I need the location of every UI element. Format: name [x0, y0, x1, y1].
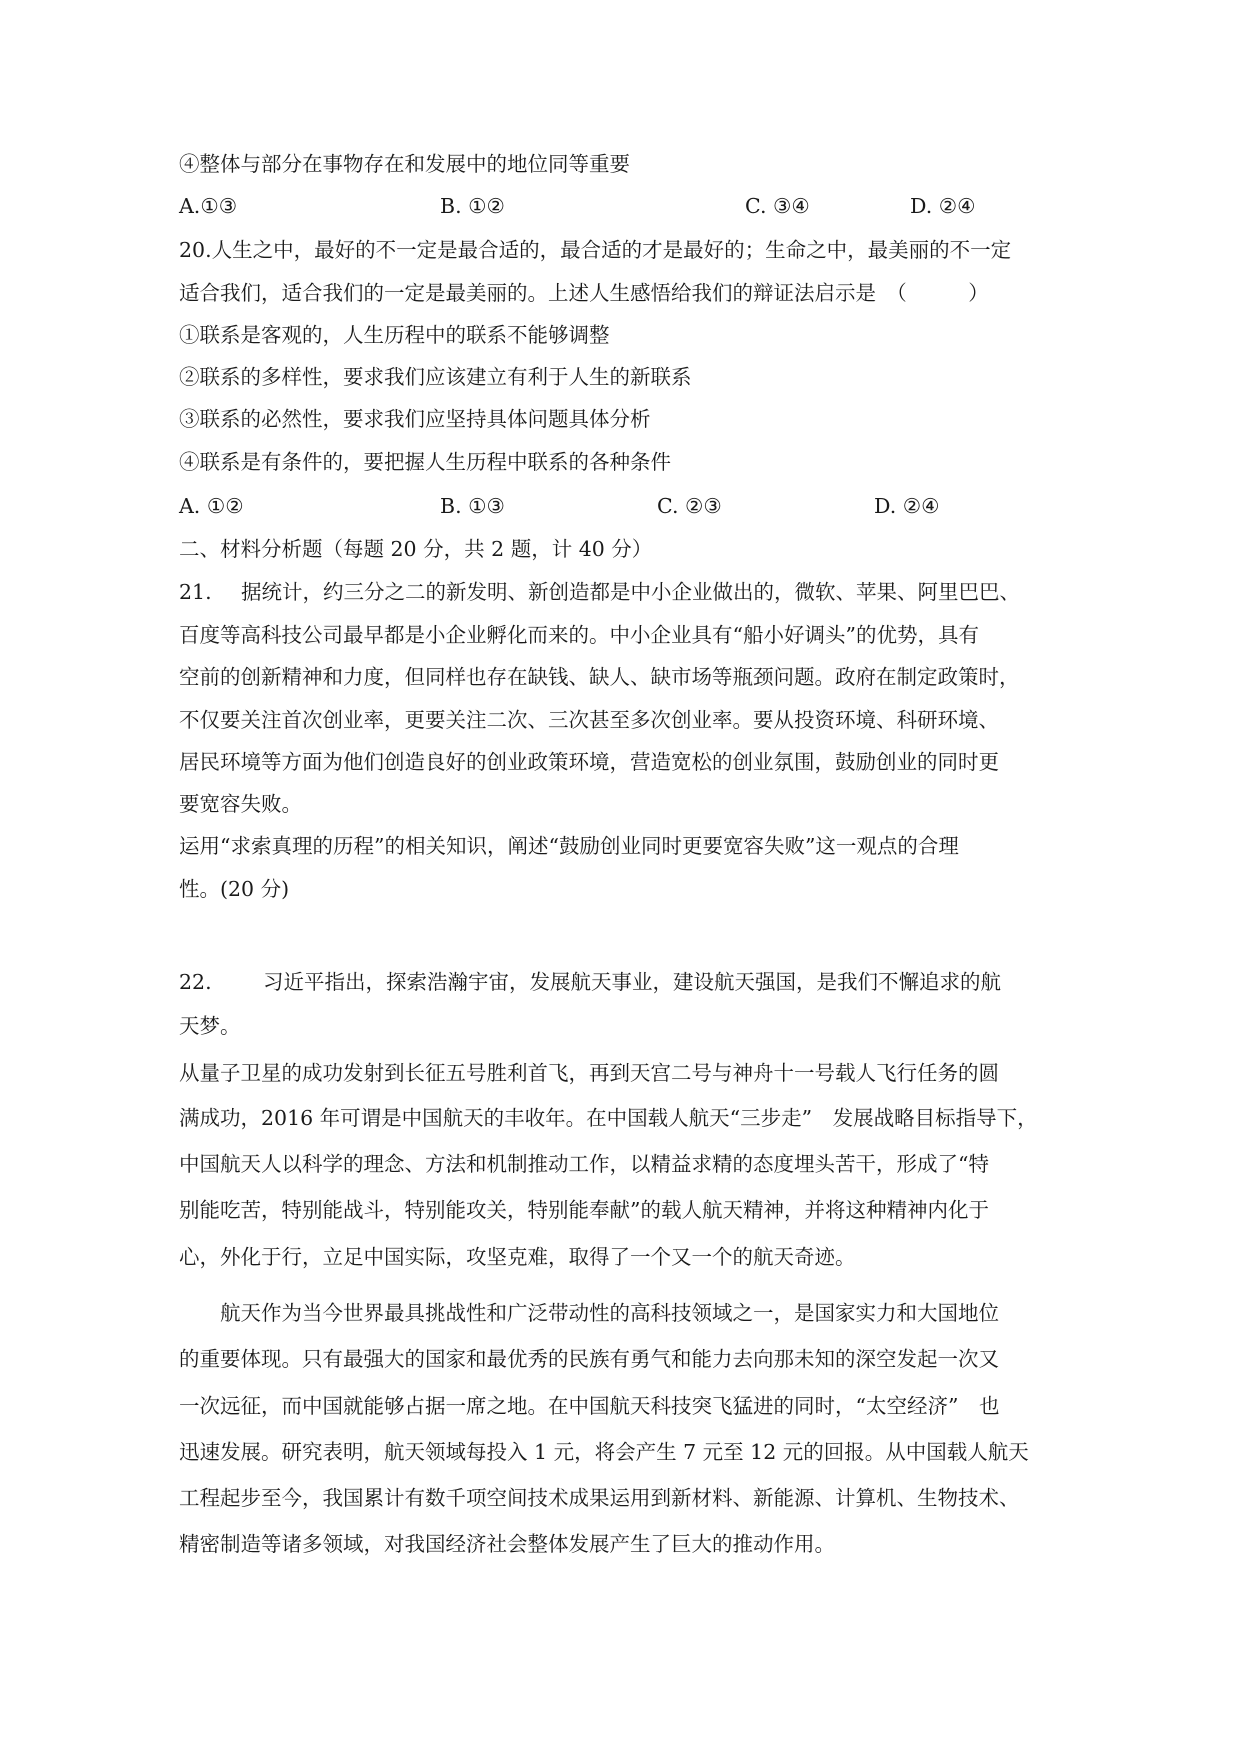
q21-line-3: 空前的创新精神和力度，但同样也存在缺钱、缺人、缺市场等瓶颈问题。政府在制定政策时，	[179, 665, 1020, 689]
q19-option-b: B. ①②	[440, 194, 505, 218]
q22-line-3: 从量子卫星的成功发射到长征五号胜利首飞，再到天宫二号与神舟十一号载人飞行任务的圆	[179, 1061, 999, 1085]
q21-line-5: 居民环境等方面为他们创造良好的创业政策环境，营造宽松的创业氛围，鼓励创业的同时更	[179, 750, 999, 774]
q22-line-9: 的重要体现。只有最强大的国家和最优秀的民族有勇气和能力去向那未知的深空发起一次又	[179, 1347, 999, 1371]
q20-option-c: C. ②③	[657, 494, 722, 518]
q20-option-a: A. ①②	[179, 494, 244, 518]
q22-line-5: 中国航天人以科学的理念、方法和机制推动工作，以精益求精的态度埋头苦干，形成了“特	[179, 1152, 989, 1176]
q22-line-2: 天梦。	[179, 1014, 241, 1038]
q22-line-10: 一次远征，而中国就能够占据一席之地。在中国航天科技突飞猛进的同时，“太空经济” 也	[179, 1394, 1000, 1418]
q22-number: 22.	[179, 970, 212, 994]
q21-question-line-1: 运用“求索真理的历程”的相关知识，阐述“鼓励创业同时更要宽容失败”这一观点的合理	[179, 834, 959, 858]
q21-number: 21.	[179, 580, 212, 604]
q22-line-12: 工程起步至今，我国累计有数千项空间技术成果运用到新材料、新能源、计算机、生物技术、	[179, 1486, 1020, 1510]
q20-item-3: ③联系的必然性，要求我们应坚持具体问题具体分析	[179, 407, 651, 431]
q22-line-4: 满成功，2016 年可谓是中国航天的丰收年。在中国载人航天“三步走” 发展战略目标指导下，	[179, 1106, 1038, 1130]
q22-line-1: 习近平指出，探索浩瀚宇宙，发展航天事业，建设航天强国，是我们不懈追求的航	[263, 970, 1001, 994]
q21-line-1: 据统计，约三分之二的新发明、新创造都是中小企业做出的，微软、苹果、阿里巴巴、	[241, 580, 1020, 604]
q22-line-8: 航天作为当今世界最具挑战性和广泛带动性的高科技领域之一，是国家实力和大国地位	[179, 1301, 999, 1325]
q22-line-13: 精密制造等诸多领域，对我国经济社会整体发展产生了巨大的推动作用。	[179, 1532, 835, 1556]
q21-line-6: 要宽容失败。	[179, 792, 302, 816]
q20-option-b: B. ①③	[440, 494, 505, 518]
q22-line-11: 迅速发展。研究表明，航天领域每投入 1 元，将会产生 7 元至 12 元的回报。从中国载人航天	[179, 1440, 1029, 1464]
q20-option-d: D. ②④	[874, 494, 940, 518]
q21-question-line-2: 性。(20 分)	[179, 877, 290, 901]
q19-option-a: A.①③	[179, 194, 238, 218]
q20-item-2: ②联系的多样性，要求我们应该建立有利于人生的新联系	[179, 365, 692, 389]
q22-line-7: 心，外化于行，立足中国实际，攻坚克难，取得了一个又一个的航天奇迹。	[179, 1245, 856, 1269]
q19-item-4: ④整体与部分在事物存在和发展中的地位同等重要	[179, 152, 630, 176]
q19-option-c: C. ③④	[745, 194, 810, 218]
q20-item-1: ①联系是客观的，人生历程中的联系不能够调整	[179, 323, 610, 347]
q20-stem-line-1: 20.人生之中，最好的不一定是最合适的，最合适的才是最好的；生命之中，最美丽的不一定	[179, 238, 1012, 262]
q21-line-4: 不仅要关注首次创业率，更要关注二次、三次甚至多次创业率。要从投资环境、科研环境、	[179, 708, 999, 732]
q20-item-4: ④联系是有条件的，要把握人生历程中联系的各种条件	[179, 450, 671, 474]
q20-stem-line-2: 适合我们，适合我们的一定是最美丽的。上述人生感悟给我们的辩证法启示是 （ ）	[179, 281, 989, 305]
section-2-heading: 二、材料分析题（每题 20 分，共 2 题，计 40 分）	[179, 537, 653, 561]
q22-line-6: 别能吃苦，特别能战斗，特别能攻关，特别能奉献”的载人航天精神，并将这种精神内化于	[179, 1198, 989, 1222]
q21-line-2: 百度等高科技公司最早都是小企业孵化而来的。中小企业具有“船小好调头”的优势，具有	[179, 623, 979, 647]
q19-option-d: D. ②④	[910, 194, 976, 218]
